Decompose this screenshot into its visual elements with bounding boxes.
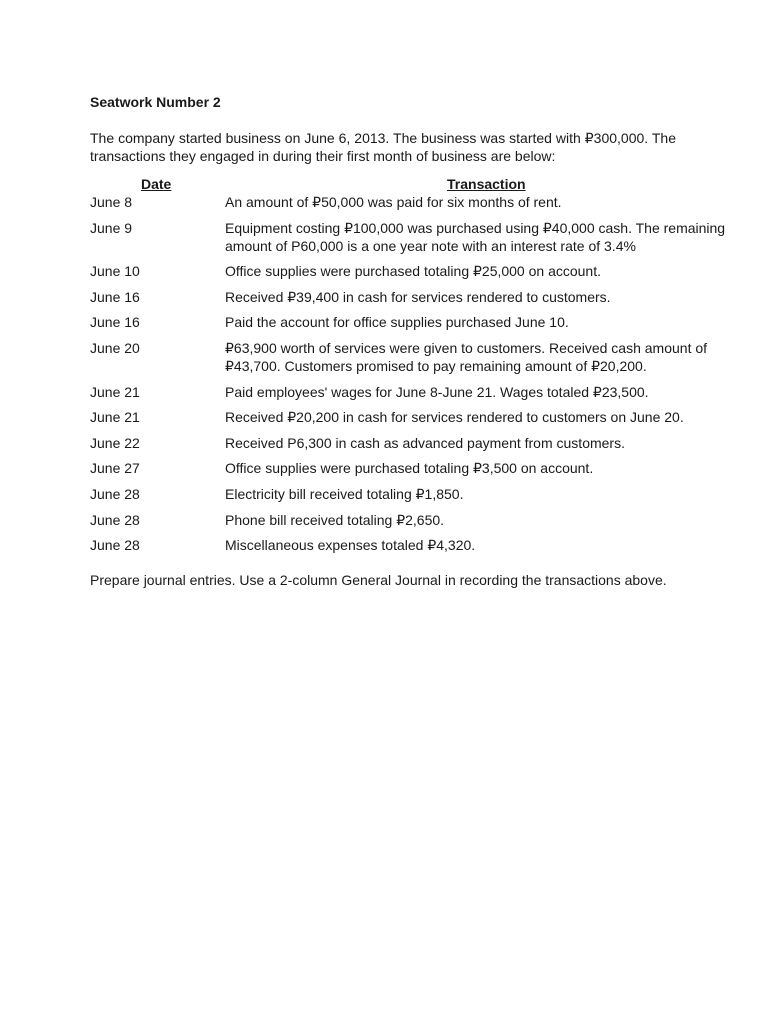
row-date: June 21	[90, 383, 140, 400]
date-column-header: Date	[141, 176, 172, 192]
row-transaction: Received P6,300 in cash as advanced payment from customers.	[225, 434, 625, 451]
transaction-column-header: Transaction	[447, 176, 526, 192]
row-date: June 9	[90, 219, 133, 236]
table-row	[90, 193, 762, 211]
table-row	[90, 383, 762, 401]
table-row	[90, 313, 762, 331]
table-row	[90, 219, 762, 255]
row-transaction: Paid employees' wages for June 8-June 21. Wages totaled ₽23,500.	[225, 383, 649, 400]
table-row	[90, 262, 762, 280]
row-date: June 28	[90, 537, 140, 554]
transactions-table	[90, 175, 762, 554]
table-row	[90, 511, 762, 529]
row-transaction: Paid the account for office supplies purchased June 10.	[225, 314, 569, 331]
table-row	[90, 459, 762, 477]
row-transaction: Received ₽39,400 in cash for services rendered to customers.	[225, 288, 611, 305]
row-date: June 20	[90, 339, 140, 356]
row-date: June 16	[90, 314, 140, 331]
row-date: June 28	[90, 485, 140, 502]
row-transaction: Office supplies were purchased totaling ₽3,500 on account.	[225, 460, 594, 477]
table-row	[90, 485, 762, 503]
row-transaction: Received ₽20,200 in cash for services rendered to customers on June 20.	[225, 409, 684, 426]
document-page	[90, 93, 762, 589]
row-date: June 16	[90, 288, 140, 305]
row-transaction: ₽63,900 worth of services were given to customers. Received cash amount of ₽43,700. Customers promised to pay remaining amount of ₽20,200.	[225, 339, 708, 374]
document-title: Seatwork Number 2	[90, 94, 221, 110]
row-transaction: Equipment costing ₽100,000 was purchased using ₽40,000 cash. The remaining amount of P60,000 is a one year note with an interest rate of 3.4%	[225, 219, 726, 254]
row-transaction: An amount of ₽50,000 was paid for six months of rent.	[225, 194, 562, 210]
row-date: June 10	[90, 263, 140, 280]
intro-paragraph: The company started business on June 6, 2013. The business was started with ₽300,000. The transactions they engaged in during their first month of business are below:	[90, 130, 676, 164]
table-row	[90, 536, 762, 554]
table-row	[90, 288, 762, 306]
table-row	[90, 339, 762, 375]
table-row	[90, 434, 762, 452]
row-date: June 28	[90, 511, 140, 528]
row-date: June 27	[90, 460, 140, 477]
closing-instructions: Prepare journal entries. Use a 2-column General Journal in recording the transactions above.	[90, 572, 667, 589]
row-transaction: Miscellaneous expenses totaled ₽4,320.	[225, 537, 476, 554]
row-transaction: Office supplies were purchased totaling ₽25,000 on account.	[225, 263, 601, 280]
row-date: June 8	[90, 194, 133, 210]
row-transaction: Electricity bill received totaling ₽1,850.	[225, 485, 464, 502]
table-row	[90, 408, 762, 426]
row-date: June 21	[90, 409, 140, 426]
row-date: June 22	[90, 434, 140, 451]
table-header-row	[90, 175, 762, 193]
row-transaction: Phone bill received totaling ₽2,650.	[225, 511, 445, 528]
